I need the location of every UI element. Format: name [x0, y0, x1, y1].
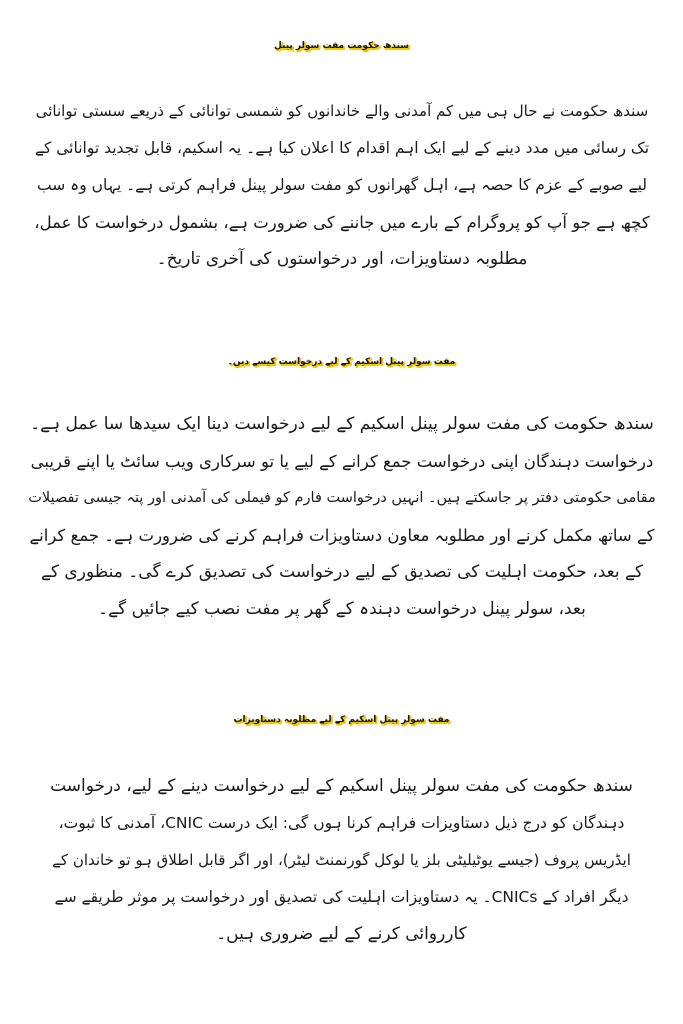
- intro-paragraph: [28, 93, 656, 278]
- paragraph-line: مطلوبہ دستاویزات، اور درخواستوں کی آخری تاریخ۔: [156, 249, 528, 269]
- paragraph-line: لیے صوبے کے عزم کا حصہ ہے، اہل گھرانوں کو مفت سولر پینل فراہم کرتی ہے۔ یہاں وہ سب: [37, 176, 647, 194]
- section-heading-how-to-apply: مفت سولر پینل اسکیم کے لیے درخواست کیسے دیں۔: [227, 357, 456, 367]
- article-title: سندھ حکومت مفت سولر پینل: [274, 41, 409, 51]
- paragraph-line: بعد، سولر پینل درخواست دہندہ کے گھر پر مفت نصب کیے جائیں گے۔: [98, 599, 586, 619]
- paragraph-line: درخواست دہندگان اپنی درخواست جمع کرانے کے لیے یا تو سرکاری ویب سائٹ یا اپنے قریبی: [30, 452, 654, 471]
- paragraph-line: سندھ حکومت نے حال ہی میں کم آمدنی والے خاندانوں کو شمسی توانائی کے ذریعے سستی توانائی: [35, 102, 649, 120]
- paragraph-line: ایڈریس پروف (جیسے یوٹیلیٹی بلز یا لوکل گورنمنٹ لیٹر)، اور اگر قابل اطلاق ہو تو خاندان کے: [52, 851, 631, 869]
- paragraph-line: تک رسائی میں مدد دینے کے لیے ایک اہم اقدام کا اعلان کیا ہے۔ یہ اسکیم، قابل تجدید توانائی کے: [34, 139, 650, 157]
- paragraph-line: سندھ حکومت کی مفت سولر پینل اسکیم کے لیے درخواست دینا ایک سیدھا سا عمل ہے۔: [30, 414, 654, 434]
- paragraph-line: کے بعد، حکومت اہلیت کی تصدیق کے لیے درخواست کی تصدیق کرے گی۔ منظوری کے: [40, 562, 644, 582]
- paragraph-line: مقامی حکومتی دفتر پر جاسکتے ہیں۔ انہیں درخواست فارم کو فیملی کی آمدنی اور پتہ جیسی تفصیلات: [28, 490, 656, 506]
- paragraph-line: دہندگان کو درج ذیل دستاویزات فراہم کرنا ہوں گی: ایک درست CNIC، آمدنی کا ثبوت،: [58, 814, 625, 832]
- how-to-apply-paragraph: [28, 406, 656, 628]
- paragraph-line: کارروائی کرنے کے لیے ضروری ہیں۔: [216, 924, 467, 944]
- paragraph-line: سندھ حکومت کی مفت سولر پینل اسکیم کے لیے درخواست دینے کے لیے، درخواست: [50, 776, 633, 796]
- required-documents-paragraph: [50, 768, 633, 953]
- section-heading-required-documents: مفت سولر پینل اسکیم کے لیے مطلوبہ دستاویزات: [233, 715, 450, 725]
- paragraph-line: کچھ ہے جو آپ کو پروگرام کے بارے میں جاننے کی ضرورت ہے، بشمول درخواست کا عمل،: [34, 213, 650, 232]
- paragraph-line: دیگر افراد کے CNICs۔ یہ دستاویزات اہلیت کی تصدیق اور درخواست پر موثر طریقے سے: [54, 888, 629, 906]
- paragraph-line: کے ساتھ مکمل کرنے اور مطلوبہ معاون دستاویزات فراہم کرنے کی ضرورت ہے۔ جمع کرانے: [29, 526, 655, 545]
